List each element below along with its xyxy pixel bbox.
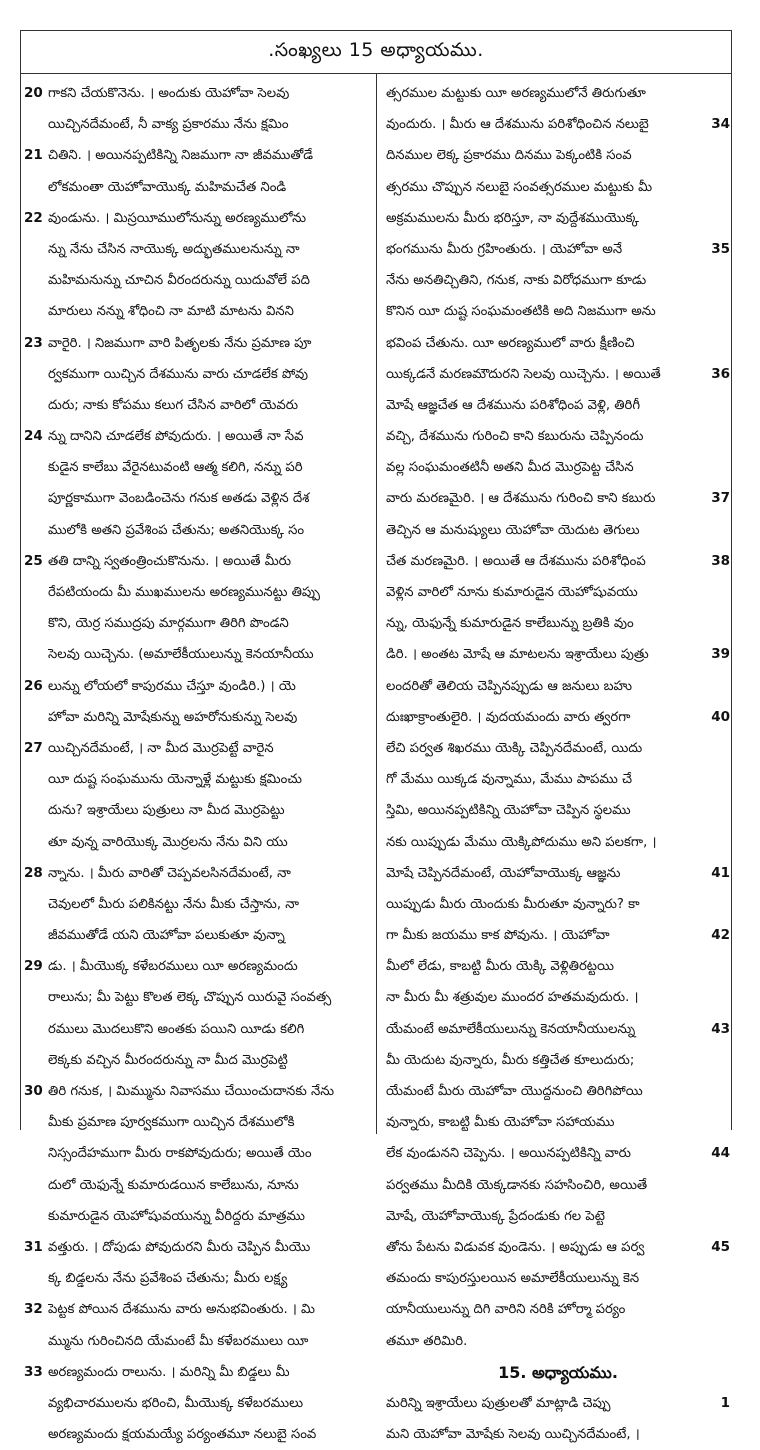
text-line (386, 1201, 730, 1232)
line-text: యేమంటే మీరు యెహోవా యొద్దనుంచి తిరిగిపోయి (386, 1084, 643, 1099)
text-line (386, 920, 730, 951)
text-line (24, 1170, 372, 1201)
text-line (24, 1232, 372, 1263)
line-text: న్నాను. । మీరు వారితో చెప్పవలసినదేమంటే, నా (48, 865, 291, 881)
text-line (24, 733, 372, 764)
line-text: పూర్ణకాముగా వెంబడించెను గనుక అతడు వెళ్లిన దేశ (48, 491, 310, 507)
text-line (386, 109, 730, 140)
text-line (24, 265, 372, 296)
verse-number: 42 (711, 927, 730, 944)
line-text: న్ను నేను చేసిన నాయొక్క అద్భుతములనున్ను నా (48, 241, 300, 257)
line-text: రేపటియందు మీ ముఖములను అరణ్యమునట్టు తిప్పు (48, 585, 320, 600)
text-line (386, 795, 730, 826)
line-text: మోషే చెప్పినదేమంటే, యెహోవాయొక్క ఆజ్ఞను (386, 865, 621, 881)
line-text: దుఃఖాక్రాంతులైరి. । వుదయమందు వారు త్వరగా (386, 709, 631, 725)
line-text: న్ను, యెఫున్నే కుమారుడైన కాలేబున్ను బ్రతికి వుం (386, 616, 634, 632)
line-text: ర్వకముగా యిచ్చిన దేశమును వారు చూడలేక పోవు (48, 366, 309, 382)
verse-number: 1 (720, 1394, 730, 1411)
text-line (386, 265, 730, 296)
text-line (386, 1107, 730, 1138)
text-line (24, 172, 372, 203)
line-text: తతి దాన్ని స్వతంత్రించుకొనును. । అయితే మీరు (48, 553, 292, 569)
line-text: అక్రమములను మీరు భరిస్తూ, నా వుద్దేశముయొక్క (386, 210, 639, 226)
text-line (386, 1014, 730, 1045)
text-line (24, 546, 372, 577)
verse-number: 41 (711, 864, 730, 881)
line-text: లున్ను లోయలో కాపురము చేస్తూ వుండిరి.) । యె (48, 678, 296, 694)
line-text: గాకని చేయకొనెను. । అందుకు యెహోవా సెలవు (48, 86, 290, 101)
line-text: కొనిన యీ దుష్ట సంఘమంతటికి అది నిజముగా అను (386, 304, 656, 320)
line-text: కొని, యెర్ర సముద్రపు మార్గముగా తిరిగి పొండని (48, 616, 289, 632)
text-line (24, 203, 372, 234)
line-text: కుమారుడైన యెహోషువయున్ను వీరిద్దరు మాత్రము (48, 1208, 305, 1224)
text-line (24, 109, 372, 140)
text-line (24, 671, 372, 702)
text-line (24, 608, 372, 639)
text-line (24, 359, 372, 390)
text-line (24, 1419, 372, 1450)
line-text: వత్తురు. । దోపుడు పోవుదురని మీరు చెప్పిన మీయొ (48, 1239, 311, 1255)
line-text: డు. । మీయొక్క కళేబరములు యీ అరణ్యమందు (48, 959, 298, 975)
text-line (386, 234, 730, 265)
text-line (386, 390, 730, 421)
text-line (24, 421, 372, 452)
line-text: వ్యభిచారములను భరించి, మీయొక్క కళేబరములు (48, 1395, 304, 1411)
line-text: మీలో లేడు, కాబట్టి మీరు యెక్కి వెళ్లితిరట్టయి (386, 959, 614, 975)
text-line (386, 577, 730, 608)
line-text: తూ వున్న వారియొక్క మొర్రలను నేను విని యు (48, 834, 288, 850)
line-text: సెలవు యిచ్చెను. (అమాలేకీయులున్ను కెనయానీయు (48, 647, 314, 663)
verse-number: 36 (711, 365, 730, 382)
text-line (24, 827, 372, 858)
verse-number: 43 (711, 1020, 730, 1037)
line-text: వుందురు. । మీరు ఆ దేశమును పరిశోధించిన నలుబై (386, 117, 649, 133)
right-column (386, 78, 730, 1450)
text-line (24, 920, 372, 951)
text-line (386, 951, 730, 982)
verse-number: 20 (24, 85, 43, 101)
line-text: యిప్పుడు మీరు యెందుకు మీరుతూ వున్నారు? కా (386, 896, 640, 912)
text-line (24, 1045, 372, 1076)
verse-number: 44 (711, 1145, 730, 1162)
line-text: వచ్చి, దేశమును గురించి కాని కబురును చెప్పినందు (386, 429, 644, 445)
text-line (24, 577, 372, 608)
line-text: అరణ్యమందు రాలును. । మరిన్ని మీ బిడ్డలు మీ (48, 1364, 290, 1380)
verse-number: 23 (24, 334, 43, 351)
line-text: మోషే ఆజ్ఞచేత ఆ దేశమును పరిశోధింప వెళ్లి, తిరిగీ (386, 397, 641, 413)
verse-number: 40 (711, 708, 730, 725)
line-text: మ్మును గురించినది యేమంటే మీ కళేబరములు యీ (48, 1333, 309, 1349)
text-line (24, 1388, 372, 1419)
line-text: అరణ్యమందు క్షయమయ్యే పర్యంతమూ నలుబై సంవ (48, 1427, 317, 1443)
text-line (386, 546, 730, 577)
column-divider (376, 74, 377, 1134)
line-text: నిస్సందేహముగా మీరు రాకపోవుదురు; అయితే యెం (48, 1146, 312, 1162)
line-text: జీవముతోడే యని యెహోవా పలుకుతూ వున్నా (48, 928, 285, 944)
text-line (24, 234, 372, 265)
text-line (386, 733, 730, 764)
line-text: లేక వుండునని చెప్పెను. । అయినప్పటికిన్ని వారు (386, 1146, 631, 1162)
text-line (386, 452, 730, 483)
verse-number: 28 (24, 864, 43, 881)
text-line (24, 1357, 372, 1388)
text-line (386, 1294, 730, 1325)
text-line (386, 671, 730, 702)
line-text: వున్నారు, కాబట్టి మీకు యెహోవా సహాయము (386, 1115, 615, 1131)
text-line (24, 1294, 372, 1325)
line-text: వారు మరణమైరి. । ఆ దేశమును గురించి కాని కబురు (386, 491, 656, 507)
text-line (24, 702, 372, 733)
text-line (386, 702, 730, 733)
verse-number: 27 (24, 739, 43, 756)
text-line (24, 1107, 372, 1138)
line-text: త్సరముల మట్టుకు యీ అరణ్యములోనే తిరుగుతూ (386, 86, 646, 101)
text-line (24, 982, 372, 1013)
line-text: పెట్టక పోయిన దేశమును వారు అనుభవింతురు. । మి (48, 1302, 316, 1318)
line-text: ములోకి అతని ప్రవేశింప చేతును; అతనియొక్క సం (48, 522, 305, 538)
text-line (386, 483, 730, 514)
text-line (386, 328, 730, 359)
text-line (386, 421, 730, 452)
line-text: లెక్కకు వచ్చిన మీరందరున్ను నా మీద మొర్రపెట్టి (48, 1052, 288, 1068)
page-header (20, 30, 732, 74)
text-line (386, 1138, 730, 1169)
text-line (24, 452, 372, 483)
text-line (386, 359, 730, 390)
line-text: చితిని. । అయినప్పటికిన్ని నిజముగా నా జీవముతోడే (48, 148, 313, 164)
text-line (386, 858, 730, 889)
line-text: మీ యెదుట వున్నారు, మీరు కత్తిచేత కూలుదురు; (386, 1052, 635, 1068)
line-text: దురు; నాకు కోపము కలుగ చేసిన వారిలో యెవరు (48, 397, 299, 413)
text-line (386, 203, 730, 234)
text-line (386, 1076, 730, 1107)
page-title: .సంఖ్యలు 15 అధ్యాయము. (268, 38, 484, 61)
text-line (24, 1076, 372, 1107)
verse-number: 33 (24, 1363, 43, 1380)
left-column (24, 78, 372, 1450)
text-line (24, 764, 372, 795)
line-text: త్సరము చొప్పున నలుబై సంవత్సరముల మట్టుకు మీ (386, 179, 653, 195)
line-text: దులో యెఫున్నే కుమారుడయిన కాలేబును, నూను (48, 1177, 299, 1193)
text-line (386, 1045, 730, 1076)
line-text: మీకు ప్రమాణ పూర్వకముగా యిచ్చిన దేశములోకి (48, 1115, 295, 1131)
text-line (386, 1232, 730, 1263)
text-line (24, 1201, 372, 1232)
text-line (386, 172, 730, 203)
text-line (24, 1326, 372, 1357)
line-text: డిరి. । అంతట మోషే ఆ మాటలను ఇశ్రాయేలు పుత్రు (386, 647, 649, 663)
text-line (386, 1263, 730, 1294)
line-text: చేత మరణమైరి. । అయితే ఆ దేశమును పరిశోధింప (386, 553, 646, 569)
line-text: తమూ తరిమిరి. (386, 1333, 468, 1349)
verse-number: 37 (711, 490, 730, 507)
line-text: యిక్కడనే మరణమౌదురని సెలవు యిచ్చెను. । అయితే (386, 366, 661, 382)
verse-number: 22 (24, 209, 43, 226)
line-text: తిరి గనుక, । మిమ్మును నివాసము చేయించుదానకు నేను (48, 1084, 335, 1099)
line-text: క్క బిడ్డలను నేను ప్రవేశింప చేతును; మీరు లక్ష్య (48, 1271, 288, 1287)
line-text: మారులు నన్ను శోధించి నా మాటి మాటను వినని (48, 304, 294, 320)
verse-number: 24 (24, 428, 43, 445)
line-text: మహిమనున్ను చూచిన వీరందరున్ను యిదువోలే పది (48, 273, 310, 289)
line-text: తోను పేటను విడువక వుండెను. । అప్పుడు ఆ పర్వ (386, 1239, 645, 1255)
text-line (24, 858, 372, 889)
verse-number: 21 (24, 147, 43, 164)
text-line (24, 1263, 372, 1294)
line-text: మని యెహోవా మోషేకు సెలవు యిచ్చినదేమంటే, । (386, 1427, 640, 1443)
line-text: నకు యిప్పుడు మేము యెక్కిపోదుము అని పలకగా, । (386, 834, 657, 850)
text-line (24, 515, 372, 546)
text-line (24, 483, 372, 514)
line-text: గో మేము యిక్కడ వున్నాము, మేము పాపము చే (386, 772, 633, 788)
line-text: లోకమంతా యెహోవాయొక్క మహిమచేత నిండి (48, 179, 287, 195)
text-line (24, 795, 372, 826)
line-text: యిచ్చినదేమంటే, । నా మీద మొర్రపెట్టే వారైన (48, 740, 274, 756)
verse-number: 30 (24, 1083, 43, 1099)
line-text: భంగమును మీరు గ్రహింతురు. । యెహోవా అనే (386, 241, 623, 257)
line-text: లందరితో తెలియ చెప్పినప్పుడు ఆ జనులు బహు (386, 678, 633, 694)
text-line (24, 639, 372, 670)
text-line (24, 1138, 372, 1169)
line-text: వుండును. । మిస్రయీములోనున్ను అరణ్యములోను (48, 210, 307, 226)
verse-number: 34 (711, 116, 730, 133)
line-text: యానీయులున్ను దిగి వారిని నరికి హోర్మా పర్యం (386, 1302, 626, 1318)
text-line (24, 296, 372, 327)
line-text: నా మీరు మీ శత్రువుల ముందర హతమవుదురు. । (386, 990, 639, 1006)
text-line (386, 515, 730, 546)
text-line (24, 78, 372, 109)
line-text: మోషే, యెహోవాయొక్క ప్రేదండుకు గల పెట్టె (386, 1208, 605, 1224)
line-text: రాలును; మీ పెట్టు కొలత లెక్క చొప్పున యిరువై సంవత్స (48, 990, 332, 1006)
text-line (24, 140, 372, 171)
verse-number: 39 (711, 646, 730, 663)
text-line (386, 1388, 730, 1419)
verse-number: 25 (24, 552, 43, 569)
text-line (24, 390, 372, 421)
line-text: చెవులలో మీరు పలికినట్టు నేను మీకు చేస్తాను, నా (48, 896, 299, 912)
line-text: పర్వతము మీదికి యెక్కడానకు సహసించిరి, అయితే (386, 1177, 648, 1193)
line-text: వల్ల సంఘమంతటినీ అతని మీద మొర్రపెట్ట చేసిన (386, 460, 634, 476)
text-line (24, 951, 372, 982)
line-text: రములు మొదలుకొని అంతకు పయిని యీడు కలిగి (48, 1021, 305, 1037)
line-text: నేను అనతిచ్చితిని, గనుక, నాకు విరోధముగా కూడు (386, 273, 647, 289)
text-line (386, 982, 730, 1013)
text-line (386, 296, 730, 327)
line-text: కుడైన కాలేబు వేరైనటువంటి ఆత్మ కలిగి, నన్ను పరి (48, 460, 303, 476)
line-text: గా మీకు జయము కాక పోవును. । యెహోవా (386, 928, 610, 944)
text-line (386, 1419, 730, 1450)
text-line (386, 78, 730, 109)
line-text: స్తిమి, అయినప్పటికిన్ని యెహోవా చెప్పిన స్థలము (386, 803, 631, 819)
line-text: హోవా మరిన్ని మోషేకున్ను అహరోనుకున్ను సెలవు (48, 709, 298, 725)
text-line (24, 328, 372, 359)
line-text: యేమంటే అమాలేకీయులున్ను కెనయానీయులన్ను (386, 1021, 636, 1037)
text-line (386, 1326, 730, 1357)
line-text: న్ను దానిని చూడలేక పోవుదురు. । అయితే నా సేవ (48, 429, 304, 445)
text-line (386, 608, 730, 639)
text-line (386, 827, 730, 858)
line-text: దును? ఇశ్రాయేలు పుత్రులు నా మీద మొర్రపెట్టు (48, 803, 285, 819)
verse-number: 38 (711, 552, 730, 569)
verse-number: 35 (711, 240, 730, 257)
chapter-heading: 15. అధ్యాయము. (498, 1362, 618, 1382)
line-text: మరిన్ని ఇశ్రాయేలు పుత్రులతో మాట్లాడి చెప్పు (386, 1395, 611, 1411)
line-text: భవింప చేతును. యీ అరణ్యములో వారు క్షీణించి (386, 335, 635, 351)
text-line (386, 639, 730, 670)
verse-number: 29 (24, 958, 43, 975)
verse-number: 26 (24, 677, 43, 694)
text-line (24, 889, 372, 920)
line-text: యిచ్చినదేమంటే, నీ వాక్య ప్రకారము నేను క్షమిం (48, 117, 289, 133)
line-text: వెళ్లిన వారిలో నూను కుమారుడైన యెహోషువయు (386, 585, 638, 600)
verse-number: 31 (24, 1238, 43, 1255)
line-text: లేచి పర్వత శిఖరము యెక్కి చెప్పినదేమంటే, యిదు (386, 740, 643, 756)
verse-number: 32 (24, 1301, 43, 1318)
text-line (386, 140, 730, 171)
text-line (386, 889, 730, 920)
text-line (386, 1170, 730, 1201)
text-line (386, 764, 730, 795)
line-text: తమందు కాపురస్తులయిన అమాలేకీయులున్ను కెన (386, 1271, 640, 1287)
verse-number: 45 (711, 1238, 730, 1255)
line-text: వారైరి. । నిజముగా వారి పితృలకు నేను ప్రమాణ పూ (48, 335, 312, 351)
line-text: యీ దుష్ట సంఘమును యెన్నాళ్లే మట్టుకు క్షమించు (48, 772, 302, 788)
text-line (24, 1014, 372, 1045)
line-text: తెచ్చిన ఆ మనుష్యులు యెహోవా యెదుట తెగులు (386, 522, 640, 538)
line-text: దినముల లెక్క ప్రకారము దినము పెక్కంటికి సంవ (386, 148, 632, 164)
